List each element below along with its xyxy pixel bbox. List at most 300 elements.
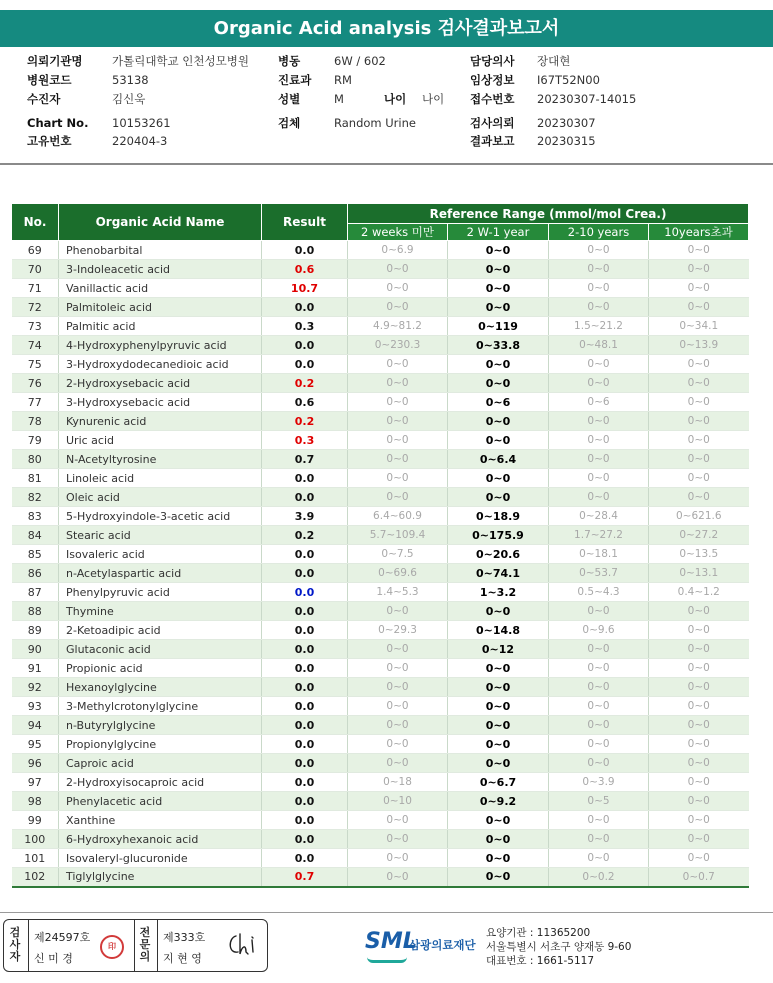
acid-name: 2-Ketoadipic acid	[59, 621, 262, 640]
result-value: 10.7	[262, 279, 348, 298]
info-row	[0, 90, 773, 109]
acid-name: Palmitic acid	[59, 317, 262, 336]
range-2weeks: 0~0	[348, 393, 448, 412]
range-2weeks: 0~7.5	[348, 545, 448, 564]
result-value: 0.0	[262, 697, 348, 716]
info-label: 성별	[278, 92, 301, 106]
org-info	[486, 926, 631, 968]
acid-name: 3-Hydroxysebacic acid	[59, 393, 262, 412]
range-10y-plus: 0~0	[649, 735, 749, 754]
range-2-10y: 0~0	[549, 298, 649, 317]
row-number: 84	[12, 526, 59, 545]
org-phone: 대표번호 : 1661-5117	[486, 955, 595, 967]
range-2-10y: 0~0	[549, 754, 649, 773]
info-value: 20230307-14015	[537, 92, 637, 106]
org-code: 요양기관 : 11365200	[486, 927, 591, 939]
result-value: 0.0	[262, 583, 348, 602]
range-10y-plus: 0~0	[649, 602, 749, 621]
acid-name: Isovaleric acid	[59, 545, 262, 564]
range-10y-plus: 0~0	[649, 355, 749, 374]
range-10y-plus: 0~0	[649, 792, 749, 811]
physician-label: 전문의	[139, 926, 151, 963]
range-2-10y: 0~48.1	[549, 336, 649, 355]
range-2weeks: 0~0	[348, 412, 448, 431]
row-number: 86	[12, 564, 59, 583]
range-2-10y: 1.7~27.2	[549, 526, 649, 545]
acid-name: n-Butyrylglycine	[59, 716, 262, 735]
signature-icon	[226, 930, 262, 960]
table-row	[12, 507, 749, 526]
range-2w-1y: 1~3.2	[448, 583, 549, 602]
range-2weeks: 0~10	[348, 792, 448, 811]
row-number: 72	[12, 298, 59, 317]
info-label: Chart No.	[27, 116, 89, 130]
table-row	[12, 450, 749, 469]
info-label: 검체	[278, 116, 301, 130]
range-2-10y: 0~53.7	[549, 564, 649, 583]
range-2-10y: 0~0	[549, 279, 649, 298]
info-row	[0, 52, 773, 71]
range-2weeks: 5.7~109.4	[348, 526, 448, 545]
range-2w-1y: 0~119	[448, 317, 549, 336]
range-10y-plus: 0~0	[649, 621, 749, 640]
result-value: 0.0	[262, 792, 348, 811]
physician-license: 제333호	[163, 931, 206, 944]
info-label: 결과보고	[470, 134, 515, 148]
info-value: 20230307	[537, 116, 596, 130]
age-label: 나이	[384, 92, 407, 106]
row-number: 97	[12, 773, 59, 792]
row-number: 91	[12, 659, 59, 678]
info-label: 병원코드	[27, 73, 72, 87]
acid-name: Isovaleryl-glucuronide	[59, 849, 262, 868]
range-2-10y: 0~18.1	[549, 545, 649, 564]
range-10y-plus: 0~27.2	[649, 526, 749, 545]
range-2w-1y: 0~0	[448, 602, 549, 621]
range-10y-plus: 0~13.5	[649, 545, 749, 564]
result-value: 0.7	[262, 450, 348, 469]
result-value: 0.0	[262, 735, 348, 754]
range-10y-plus: 0~0.7	[649, 868, 749, 887]
range-2-10y: 0~0	[549, 374, 649, 393]
range-2weeks: 0~69.6	[348, 564, 448, 583]
range-2weeks: 6.4~60.9	[348, 507, 448, 526]
range-2weeks: 0~0	[348, 697, 448, 716]
row-number: 100	[12, 830, 59, 849]
range-2-10y: 0~6	[549, 393, 649, 412]
result-value: 0.0	[262, 355, 348, 374]
info-label: 담당의사	[470, 54, 515, 68]
acid-name: Caproic acid	[59, 754, 262, 773]
range-10y-plus: 0~0	[649, 659, 749, 678]
range-2w-1y: 0~0	[448, 374, 549, 393]
table-row	[12, 621, 749, 640]
info-value: I67T52N00	[537, 73, 600, 87]
acid-name: Palmitoleic acid	[59, 298, 262, 317]
range-2w-1y: 0~0	[448, 488, 549, 507]
row-number: 76	[12, 374, 59, 393]
range-10y-plus: 0~0	[649, 811, 749, 830]
range-2-10y: 0~3.9	[549, 773, 649, 792]
range-2weeks: 0~0	[348, 849, 448, 868]
range-10y-plus: 0~0	[649, 754, 749, 773]
table-row	[12, 773, 749, 792]
technician-license: 제24597호	[34, 931, 91, 944]
range-2w-1y: 0~0	[448, 412, 549, 431]
range-2w-1y: 0~0	[448, 260, 549, 279]
range-2weeks: 0~0	[348, 602, 448, 621]
info-label: 고유번호	[27, 134, 72, 148]
range-2weeks: 1.4~5.3	[348, 583, 448, 602]
result-value: 0.0	[262, 602, 348, 621]
acid-name: 6-Hydroxyhexanoic acid	[59, 830, 262, 849]
row-number: 98	[12, 792, 59, 811]
table-row	[12, 469, 749, 488]
range-2w-1y: 0~0	[448, 678, 549, 697]
table-row	[12, 317, 749, 336]
range-2w-1y: 0~6.4	[448, 450, 549, 469]
range-2weeks: 0~18	[348, 773, 448, 792]
table-row	[12, 336, 749, 355]
info-value: RM	[334, 73, 352, 87]
result-value: 0.0	[262, 640, 348, 659]
range-10y-plus: 0~0	[649, 431, 749, 450]
table-row	[12, 241, 749, 260]
range-2-10y: 0~0	[549, 450, 649, 469]
acid-name: Propionic acid	[59, 659, 262, 678]
acid-name: Vanillactic acid	[59, 279, 262, 298]
col-header-range: 2 W-1 year	[448, 224, 549, 241]
row-number: 85	[12, 545, 59, 564]
range-2w-1y: 0~0	[448, 868, 549, 887]
info-label: 병동	[278, 54, 301, 68]
result-value: 0.0	[262, 545, 348, 564]
info-row	[0, 71, 773, 90]
acid-name: Hexanoylglycine	[59, 678, 262, 697]
range-2w-1y: 0~33.8	[448, 336, 549, 355]
info-value: 20230315	[537, 134, 596, 148]
table-row	[12, 697, 749, 716]
range-2-10y: 1.5~21.2	[549, 317, 649, 336]
acid-name: Propionylglycine	[59, 735, 262, 754]
row-number: 74	[12, 336, 59, 355]
acid-name: Oleic acid	[59, 488, 262, 507]
row-number: 90	[12, 640, 59, 659]
table-row	[12, 754, 749, 773]
range-2-10y: 0~0	[549, 431, 649, 450]
table-row	[12, 393, 749, 412]
info-value: 10153261	[112, 116, 171, 130]
table-row	[12, 640, 749, 659]
range-2weeks: 0~0	[348, 659, 448, 678]
info-row	[0, 114, 773, 133]
result-value: 0.0	[262, 336, 348, 355]
sml-logo	[365, 927, 485, 967]
range-2weeks: 0~0	[348, 355, 448, 374]
range-2weeks: 0~0	[348, 811, 448, 830]
report-title: Organic Acid analysis 검사결과보고서	[0, 10, 773, 47]
table-row	[12, 716, 749, 735]
range-10y-plus: 0~0	[649, 450, 749, 469]
range-2w-1y: 0~0	[448, 298, 549, 317]
acid-name: 3-Hydroxydodecanedioic acid	[59, 355, 262, 374]
table-row	[12, 659, 749, 678]
range-2w-1y: 0~0	[448, 241, 549, 260]
table-row	[12, 678, 749, 697]
row-number: 101	[12, 849, 59, 868]
range-2weeks: 0~0	[348, 431, 448, 450]
result-value: 0.0	[262, 469, 348, 488]
range-10y-plus: 0~34.1	[649, 317, 749, 336]
info-row	[0, 132, 773, 151]
acid-name: 3-Methylcrotonylglycine	[59, 697, 262, 716]
range-2weeks: 4.9~81.2	[348, 317, 448, 336]
range-2w-1y: 0~74.1	[448, 564, 549, 583]
range-2w-1y: 0~18.9	[448, 507, 549, 526]
info-value: 6W / 602	[334, 54, 386, 68]
range-2-10y: 0~9.6	[549, 621, 649, 640]
col-header-name: Organic Acid Name	[59, 204, 262, 241]
result-value: 0.0	[262, 298, 348, 317]
range-2-10y: 0~28.4	[549, 507, 649, 526]
results-body	[12, 241, 749, 887]
row-number: 78	[12, 412, 59, 431]
row-number: 79	[12, 431, 59, 450]
range-2weeks: 0~0	[348, 735, 448, 754]
info-value: M	[334, 92, 344, 106]
row-number: 94	[12, 716, 59, 735]
range-2-10y: 0~0	[549, 640, 649, 659]
info-value: 김신욱	[112, 92, 146, 106]
result-value: 0.7	[262, 868, 348, 887]
range-2w-1y: 0~20.6	[448, 545, 549, 564]
acid-name: Kynurenic acid	[59, 412, 262, 431]
row-number: 96	[12, 754, 59, 773]
range-2w-1y: 0~14.8	[448, 621, 549, 640]
technician-label: 검사자	[9, 926, 21, 963]
acid-name: 2-Hydroxyisocaproic acid	[59, 773, 262, 792]
info-label: 임상정보	[470, 73, 515, 87]
acid-name: Glutaconic acid	[59, 640, 262, 659]
range-10y-plus: 0~0	[649, 488, 749, 507]
table-row	[12, 564, 749, 583]
range-10y-plus: 0~0	[649, 849, 749, 868]
range-2weeks: 0~6.9	[348, 241, 448, 260]
range-2weeks: 0~29.3	[348, 621, 448, 640]
logo-mark: SML	[365, 929, 417, 954]
acid-name: Phenylacetic acid	[59, 792, 262, 811]
range-2w-1y: 0~0	[448, 697, 549, 716]
result-value: 0.0	[262, 564, 348, 583]
row-number: 88	[12, 602, 59, 621]
range-2-10y: 0~0	[549, 830, 649, 849]
result-value: 0.0	[262, 488, 348, 507]
range-10y-plus: 0~621.6	[649, 507, 749, 526]
result-value: 0.0	[262, 849, 348, 868]
acid-name: Stearic acid	[59, 526, 262, 545]
range-10y-plus: 0~0	[649, 697, 749, 716]
range-2weeks: 0~0	[348, 754, 448, 773]
range-2w-1y: 0~0	[448, 754, 549, 773]
range-2weeks: 0~0	[348, 374, 448, 393]
result-value: 0.0	[262, 659, 348, 678]
range-10y-plus: 0~0	[649, 298, 749, 317]
table-row	[12, 830, 749, 849]
table-row	[12, 526, 749, 545]
info-value: 220404-3	[112, 134, 168, 148]
table-row	[12, 849, 749, 868]
range-2weeks: 0~0	[348, 868, 448, 887]
logo-swoosh-icon	[367, 957, 407, 963]
result-value: 0.0	[262, 811, 348, 830]
range-2w-1y: 0~0	[448, 431, 549, 450]
range-2-10y: 0~0	[549, 849, 649, 868]
info-value: Random Urine	[334, 116, 416, 130]
col-header-reference: Reference Range (mmol/mol Crea.)	[348, 204, 749, 224]
org-address: 서울특별시 서초구 양재동 9-60	[486, 941, 632, 953]
range-2weeks: 0~230.3	[348, 336, 448, 355]
table-row	[12, 583, 749, 602]
divider	[0, 912, 773, 913]
acid-name: 3-Indoleacetic acid	[59, 260, 262, 279]
info-value: 가톨릭대학교 인천성모병원	[112, 54, 249, 68]
info-label: 접수번호	[470, 92, 515, 106]
range-10y-plus: 0~0	[649, 469, 749, 488]
range-2w-1y: 0~6	[448, 393, 549, 412]
range-10y-plus: 0~0	[649, 279, 749, 298]
row-number: 89	[12, 621, 59, 640]
range-2-10y: 0~0	[549, 697, 649, 716]
range-10y-plus: 0~0	[649, 260, 749, 279]
table-row	[12, 412, 749, 431]
divider	[157, 920, 158, 971]
range-2-10y: 0~0.2	[549, 868, 649, 887]
range-2w-1y: 0~0	[448, 830, 549, 849]
table-row	[12, 355, 749, 374]
range-2-10y: 0~0	[549, 412, 649, 431]
table-row	[12, 260, 749, 279]
table-row	[12, 279, 749, 298]
result-value: 0.6	[262, 393, 348, 412]
result-value: 0.0	[262, 716, 348, 735]
table-row	[12, 431, 749, 450]
col-header-result: Result	[262, 204, 348, 241]
signature-box	[3, 919, 268, 972]
result-value: 0.0	[262, 621, 348, 640]
acid-name: Phenylpyruvic acid	[59, 583, 262, 602]
acid-name: 4-Hydroxyphenylpyruvic acid	[59, 336, 262, 355]
row-number: 87	[12, 583, 59, 602]
range-2-10y: 0~0	[549, 716, 649, 735]
row-number: 95	[12, 735, 59, 754]
result-value: 0.3	[262, 317, 348, 336]
row-number: 77	[12, 393, 59, 412]
range-2w-1y: 0~0	[448, 355, 549, 374]
range-2-10y: 0~5	[549, 792, 649, 811]
acid-name: Xanthine	[59, 811, 262, 830]
table-row	[12, 298, 749, 317]
table-row	[12, 811, 749, 830]
range-2w-1y: 0~9.2	[448, 792, 549, 811]
row-number: 102	[12, 868, 59, 887]
acid-name: n-Acetylaspartic acid	[59, 564, 262, 583]
row-number: 70	[12, 260, 59, 279]
range-2w-1y: 0~0	[448, 659, 549, 678]
range-2weeks: 0~0	[348, 279, 448, 298]
row-number: 71	[12, 279, 59, 298]
physician-name: 지 현 영	[163, 952, 202, 965]
range-10y-plus: 0~0	[649, 412, 749, 431]
range-10y-plus: 0~0	[649, 241, 749, 260]
range-10y-plus: 0~13.1	[649, 564, 749, 583]
row-number: 82	[12, 488, 59, 507]
range-2weeks: 0~0	[348, 260, 448, 279]
result-value: 0.3	[262, 431, 348, 450]
range-2w-1y: 0~0	[448, 279, 549, 298]
table-row	[12, 545, 749, 564]
col-header-range: 10years초과	[649, 224, 749, 241]
row-number: 93	[12, 697, 59, 716]
range-2w-1y: 0~0	[448, 735, 549, 754]
info-value: 53138	[112, 73, 149, 87]
technician-name: 신 미 경	[34, 952, 73, 965]
acid-name: Linoleic acid	[59, 469, 262, 488]
acid-name: Thymine	[59, 602, 262, 621]
result-value: 0.2	[262, 374, 348, 393]
range-2weeks: 0~0	[348, 716, 448, 735]
range-2-10y: 0~0	[549, 678, 649, 697]
divider	[28, 920, 29, 971]
range-2-10y: 0~0	[549, 241, 649, 260]
seal-stamp-icon: 印	[100, 935, 124, 959]
table-row	[12, 868, 749, 887]
range-2-10y: 0~0	[549, 260, 649, 279]
range-10y-plus: 0.4~1.2	[649, 583, 749, 602]
range-10y-plus: 0~0	[649, 640, 749, 659]
acid-name: N-Acetyltyrosine	[59, 450, 262, 469]
logo-name: 삼광의료재단	[409, 938, 476, 952]
col-header-range: 2-10 years	[549, 224, 649, 241]
acid-name: Tiglylglycine	[59, 868, 262, 887]
acid-name: Uric acid	[59, 431, 262, 450]
result-value: 0.0	[262, 830, 348, 849]
age-value: 나이	[422, 92, 445, 106]
divider	[0, 163, 773, 165]
range-2w-1y: 0~0	[448, 811, 549, 830]
acid-name: Phenobarbital	[59, 241, 262, 260]
range-2-10y: 0.5~4.3	[549, 583, 649, 602]
table-row	[12, 602, 749, 621]
range-2weeks: 0~0	[348, 640, 448, 659]
range-10y-plus: 0~0	[649, 716, 749, 735]
result-value: 0.2	[262, 526, 348, 545]
info-label: 진료과	[278, 73, 312, 87]
range-2weeks: 0~0	[348, 298, 448, 317]
row-number: 73	[12, 317, 59, 336]
range-10y-plus: 0~0	[649, 830, 749, 849]
table-row	[12, 792, 749, 811]
range-2weeks: 0~0	[348, 469, 448, 488]
range-2w-1y: 0~0	[448, 716, 549, 735]
range-2w-1y: 0~12	[448, 640, 549, 659]
range-10y-plus: 0~0	[649, 678, 749, 697]
table-row	[12, 374, 749, 393]
range-2-10y: 0~0	[549, 735, 649, 754]
range-2-10y: 0~0	[549, 659, 649, 678]
range-10y-plus: 0~0	[649, 773, 749, 792]
result-value: 0.2	[262, 412, 348, 431]
acid-name: 2-Hydroxysebacic acid	[59, 374, 262, 393]
